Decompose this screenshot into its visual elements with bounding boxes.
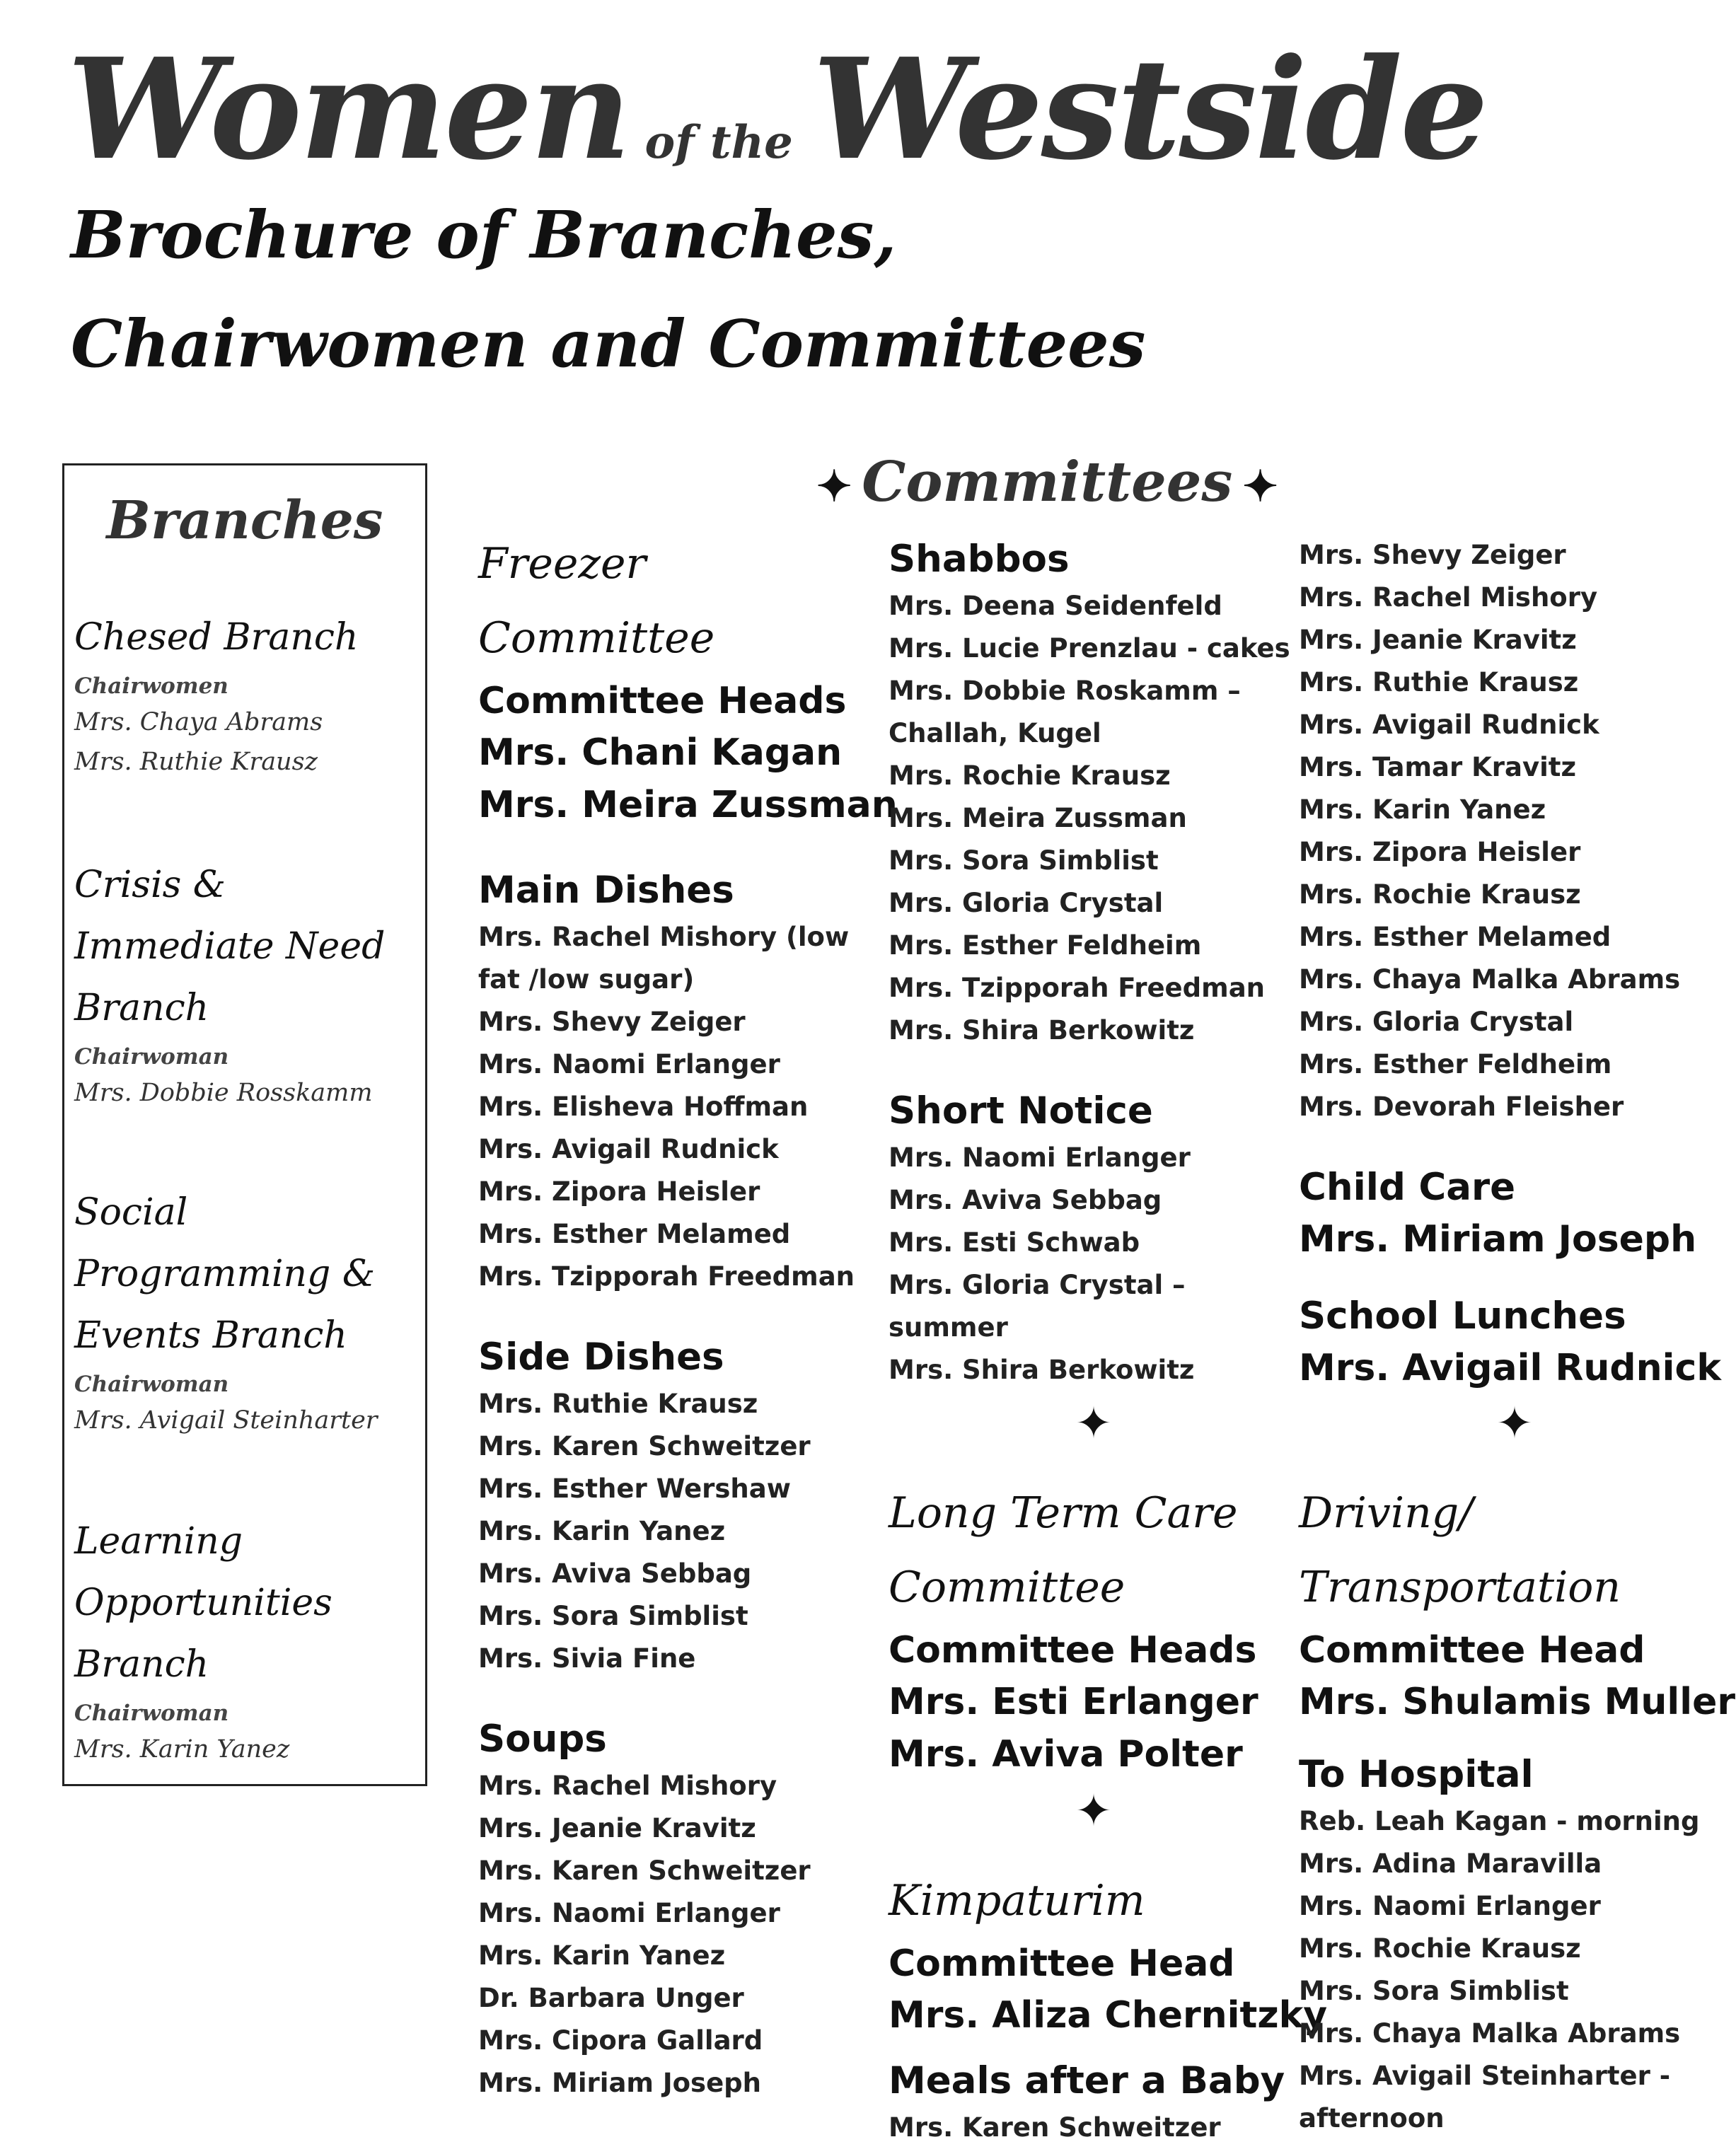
branch-member: Mrs. Ruthie Krausz <box>74 748 318 776</box>
branch-role: Chairwoman <box>74 1701 229 1726</box>
list-item: Mrs. Naomi Erlanger <box>478 1898 780 1928</box>
committee-head: Mrs. Avigail Rudnick <box>1299 1347 1721 1389</box>
branch-learning <box>74 1511 421 1769</box>
branch-role: Chairwoman <box>74 1044 229 1070</box>
soups <box>478 1714 874 2104</box>
shabbos-title: Shabbos <box>889 538 1070 581</box>
committees-column-2 <box>889 534 1328 2154</box>
list-item: Mrs. Chaya Malka Abrams <box>1299 2018 1681 2049</box>
short-notice <box>889 1086 1299 1391</box>
branch-member: Mrs. Avigail Steinharter <box>74 1406 378 1435</box>
list-item: Mrs. Aviva Sebbag <box>889 1185 1162 1215</box>
branch-role: Chairwoman <box>74 1372 229 1397</box>
school-lunches-title: School Lunches <box>1299 1295 1626 1338</box>
branch-name: Learning Opportunities Branch <box>74 1520 332 1686</box>
branch-member: Mrs. Dobbie Rosskamm <box>74 1079 373 1107</box>
long-term-care-committee <box>889 1476 1299 1780</box>
list-item: Mrs. Rochie Krausz <box>889 760 1171 791</box>
list-item: Mrs. Ruthie Krausz <box>1299 667 1579 697</box>
list-item: Mrs. Karin Yanez <box>478 1940 726 1971</box>
list-item: Mrs. Dobbie Roskamm – Challah, Kugel <box>889 676 1241 748</box>
committee-head: Mrs. Meira Zussman <box>478 784 898 826</box>
branch-crisis <box>74 855 421 1113</box>
list-item: Mrs. Miriam Joseph <box>478 2068 761 2098</box>
star-icon: ✦ <box>1075 1785 1112 1836</box>
to-hospital-title: To Hospital <box>1299 1753 1534 1796</box>
freezer-committee-title: Freezer Committee <box>478 539 715 663</box>
committees-heading <box>806 450 1288 514</box>
list-item: Mrs. Rachel Mishory <box>478 1771 777 1801</box>
committees-heading-text: Committees <box>862 450 1233 514</box>
subtitle-line-2: Chairwomen and Committees <box>71 306 1146 382</box>
list-item: Mrs. Gloria Crystal <box>889 888 1164 918</box>
list-item: Dr. Barbara Unger <box>478 1983 744 2013</box>
list-item: Mrs. Gloria Crystal – summer <box>889 1270 1186 1343</box>
list-item: Mrs. Tzipporah Freedman <box>478 1261 855 1292</box>
list-item: Mrs. Naomi Erlanger <box>478 1049 780 1079</box>
committee-heads-label: Committee Heads <box>478 680 847 722</box>
subtitle-line-1: Brochure of Branches, <box>71 197 897 273</box>
soups-title: Soups <box>478 1718 607 1761</box>
list-item: Mrs. Devorah Fleisher <box>1299 1092 1624 1122</box>
list-item: Mrs. Elisheva Hoffman <box>478 1092 809 1122</box>
list-item: Mrs. Avigail Rudnick <box>1299 710 1599 740</box>
list-item: Mrs. Esti Schwab <box>889 1227 1140 1258</box>
list-item: Mrs. Naomi Erlanger <box>889 1142 1191 1173</box>
branch-name: Chesed Branch <box>74 616 359 659</box>
list-item: Mrs. Chaya Malka Abrams <box>1299 964 1681 995</box>
list-item: Mrs. Rachel Mishory <box>1299 582 1598 613</box>
list-item: Mrs. Rochie Krausz <box>1299 1933 1581 1964</box>
committee-head: Mrs. Aviva Polter <box>889 1733 1243 1776</box>
committee-head: Mrs. Esti Erlanger <box>889 1681 1258 1723</box>
child-care <box>1299 1162 1730 1266</box>
title-women: Women <box>67 28 630 191</box>
branch-name: Crisis & Immediate Need Branch <box>74 864 386 1029</box>
school-lunches <box>1299 1291 1730 1394</box>
list-item: Mrs. Zipora Heisler <box>478 1176 760 1207</box>
list-item: Mrs. Tamar Kravitz <box>1299 752 1577 782</box>
general-members-list <box>1299 534 1730 1128</box>
list-item: Mrs. Sora Simblist <box>889 845 1159 876</box>
list-item: Mrs. Zipora Heisler <box>1299 837 1581 867</box>
branch-member: Mrs. Chaya Abrams <box>74 708 323 736</box>
side-dishes <box>478 1332 874 1680</box>
list-item: Mrs. Naomi Erlanger <box>1299 1891 1601 1921</box>
kimpaturim-title: Kimpaturim <box>889 1876 1145 1926</box>
committee-head-label: Committee Head <box>1299 1629 1645 1672</box>
list-item: Mrs. Esther Melamed <box>1299 922 1611 952</box>
star-icon: ✦ <box>816 462 852 511</box>
list-item: Mrs. Esther Wershaw <box>478 1473 791 1504</box>
list-item: Mrs. Esther Melamed <box>478 1219 791 1249</box>
list-item: Mrs. Rochie Krausz <box>1299 879 1581 910</box>
list-item: Mrs. Karin Yanez <box>478 1516 726 1546</box>
star-icon: ✦ <box>1242 462 1278 511</box>
driving-transportation <box>1299 1476 1735 1728</box>
committee-head: Mrs. Chani Kagan <box>478 731 843 774</box>
list-item: Mrs. Avigail Steinharter - afternoon <box>1299 2061 1671 2133</box>
to-hospital <box>1299 1749 1730 2140</box>
list-item: Mrs. Ruthie Krausz <box>478 1389 758 1419</box>
list-item: Mrs. Deena Seidenfeld <box>889 591 1222 621</box>
branch-role: Chairwomen <box>74 673 228 699</box>
freezer-committee <box>478 527 898 831</box>
list-item: Mrs. Karen Schweitzer <box>478 1431 811 1461</box>
branch-name: Social Programming & Events Branch <box>74 1191 376 1357</box>
title-westside: Westside <box>812 28 1487 191</box>
committee-heads-label: Committee Heads <box>889 1629 1257 1672</box>
star-icon: ✦ <box>1075 1397 1112 1449</box>
list-item: Mrs. Shira Berkowitz <box>889 1355 1195 1385</box>
side-dishes-title: Side Dishes <box>478 1336 724 1379</box>
list-item: Mrs. Gloria Crystal <box>1299 1007 1574 1037</box>
branches-panel <box>62 463 427 1786</box>
committee-head: Mrs. Miriam Joseph <box>1299 1218 1697 1261</box>
committee-head: Mrs. Aliza Chernitzky <box>889 1994 1328 2037</box>
list-item: Mrs. Karen Schweitzer <box>889 2112 1221 2143</box>
title-connector: of the <box>644 116 793 169</box>
freezer-committee-column <box>478 527 898 2138</box>
committee-head-label: Committee Head <box>889 1942 1235 1985</box>
list-item: Mrs. Sivia Fine <box>478 1643 696 1674</box>
list-item: Mrs. Jeanie Kravitz <box>1299 625 1577 655</box>
list-item: Reb. Leah Kagan - morning <box>1299 1806 1700 1836</box>
list-item: Mrs. Adina Maravilla <box>1299 1848 1602 1879</box>
shabbos-committee <box>889 534 1299 1052</box>
list-item: Mrs. Cipora Gallard <box>478 2025 763 2056</box>
committee-head: Mrs. Shulamis Muller <box>1299 1681 1735 1723</box>
branch-chesed <box>74 607 421 782</box>
long-term-care-title: Long Term Care Committee <box>889 1488 1238 1612</box>
child-care-title: Child Care <box>1299 1166 1516 1209</box>
list-item: Mrs. Sora Simblist <box>1299 1976 1569 2006</box>
list-item: Mrs. Rachel Mishory (low fat /low sugar) <box>478 922 850 995</box>
short-notice-title: Short Notice <box>889 1089 1153 1133</box>
branch-member: Mrs. Karin Yanez <box>74 1735 290 1764</box>
page-title <box>67 28 1486 191</box>
list-item: Mrs. Tzipporah Freedman <box>889 973 1266 1003</box>
star-icon: ✦ <box>1496 1397 1533 1449</box>
branch-social-programming <box>74 1182 421 1440</box>
list-item: Mrs. Avigail Rudnick <box>478 1134 779 1164</box>
kimpaturim-committee <box>889 1864 1328 2042</box>
meals-after-baby-title: Meals after a Baby <box>889 2059 1285 2102</box>
meals-after-baby <box>889 2056 1299 2149</box>
list-item: Mrs. Karin Yanez <box>1299 794 1546 825</box>
main-dishes <box>478 865 874 1298</box>
list-item: Mrs. Jeanie Kravitz <box>478 1813 756 1843</box>
list-item: Mrs. Esther Feldheim <box>1299 1049 1612 1079</box>
main-dishes-title: Main Dishes <box>478 869 734 912</box>
list-item: Mrs. Lucie Prenzlau - cakes <box>889 633 1290 664</box>
list-item: Mrs. Shira Berkowitz <box>889 1015 1195 1046</box>
list-item: Mrs. Sora Simblist <box>478 1601 748 1631</box>
committees-column-3 <box>1299 534 1735 2154</box>
branches-heading: Branches <box>106 490 383 551</box>
list-item: Mrs. Meira Zussman <box>889 803 1187 833</box>
driving-title: Driving/ Transportation <box>1299 1488 1621 1612</box>
list-item: Mrs. Shevy Zeiger <box>1299 540 1566 570</box>
list-item: Mrs. Karen Schweitzer <box>478 1855 811 1886</box>
list-item: Mrs. Esther Feldheim <box>889 930 1202 961</box>
list-item: Mrs. Shevy Zeiger <box>478 1007 746 1037</box>
list-item: Mrs. Aviva Sebbag <box>478 1558 752 1589</box>
